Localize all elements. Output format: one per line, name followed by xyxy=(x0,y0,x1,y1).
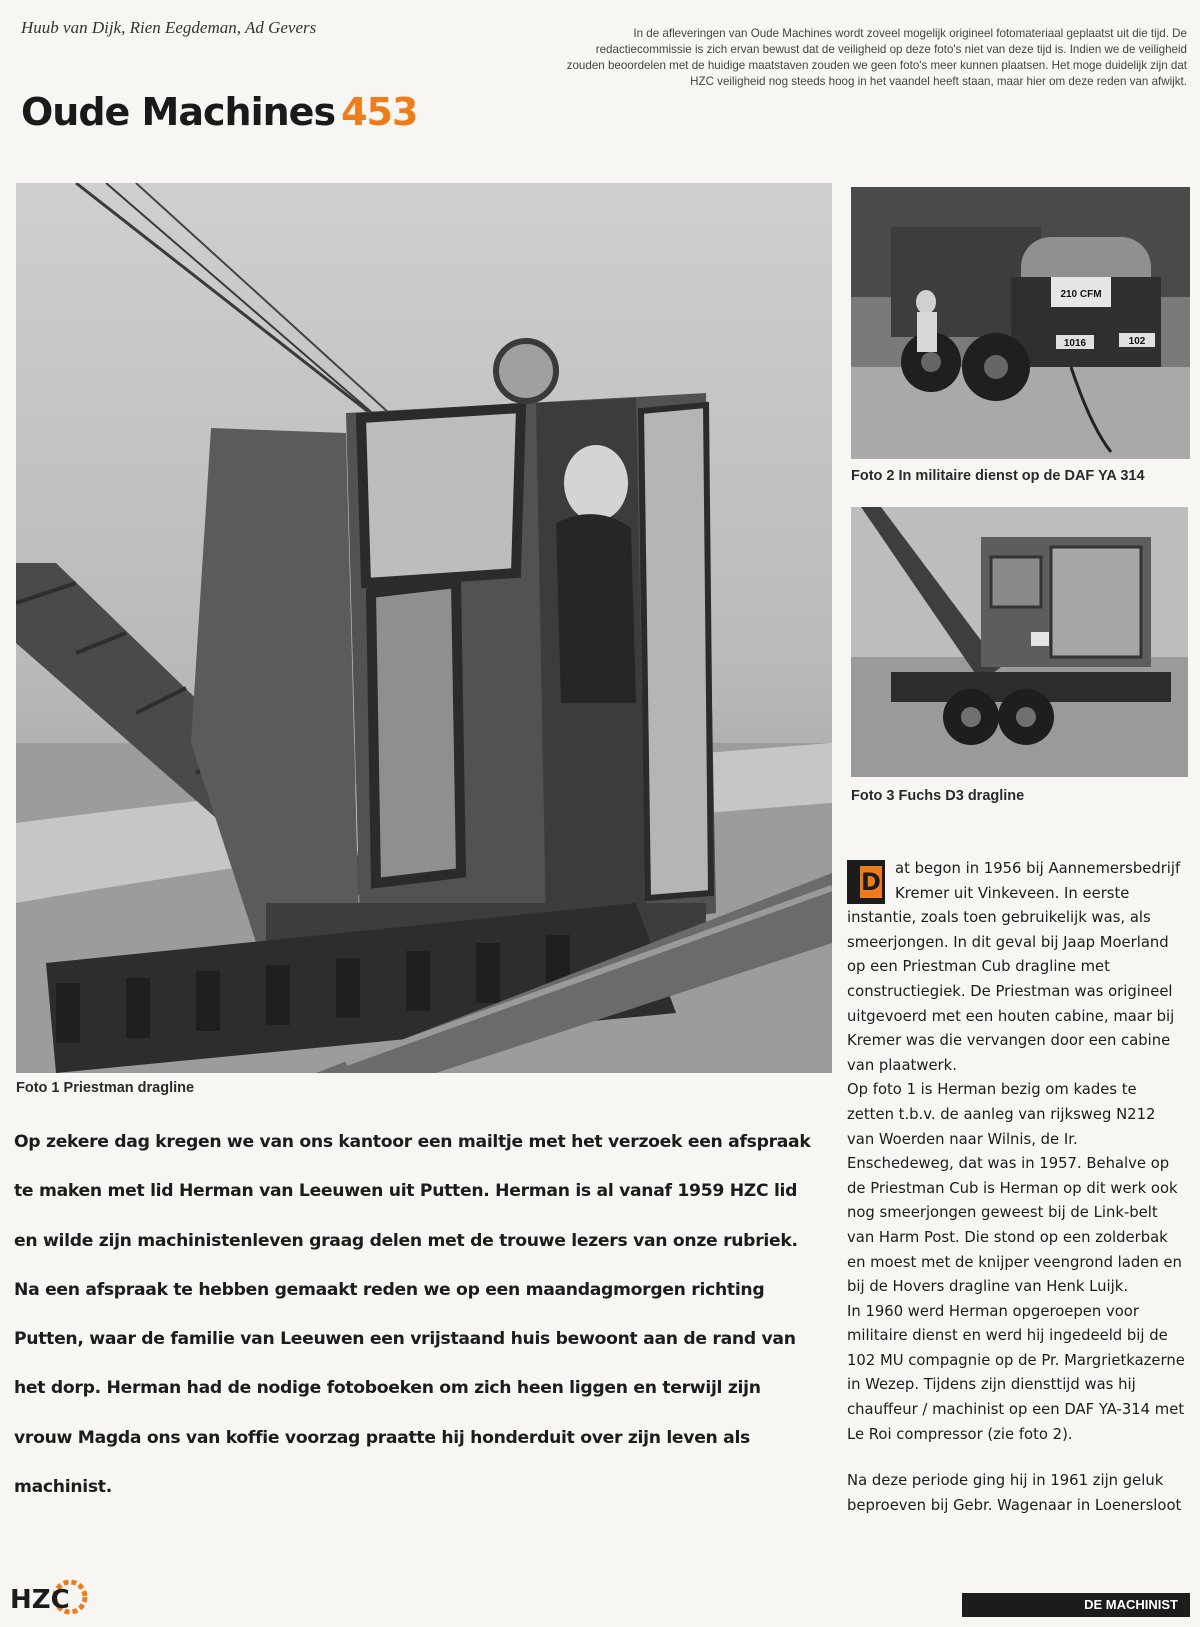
safety-disclaimer: In de afleveringen van Oude Machines wordt zoveel mogelijk origineel fotomateriaal geplaatst uit die tijd. De redactiecommissie is zich ervan bewust dat de veiligheid op deze foto's niet van deze tijd is. Indien we de veiligheid zouden beoordelen met de huidige maatstaven zouden we geen foto's meer kunnen plaatsen. Het moge duidelijk zijn dat HZC veiligheid nog steeds hoog in het vaandel heeft staan, maar hier om deze reden van afwijkt. xyxy=(566,27,1187,88)
photo-daf-illustration xyxy=(851,187,1190,459)
photo-2-plate-a: 210 CFM xyxy=(1060,289,1102,300)
hzc-logo xyxy=(8,1577,90,1617)
photo-fuchs-illustration xyxy=(851,507,1188,777)
publication-name: DE MACHINIST xyxy=(962,1593,1190,1617)
drop-cap xyxy=(847,860,885,904)
hzc-logo-graphic xyxy=(8,1577,90,1617)
page-title xyxy=(21,90,417,134)
photo-priestman-illustration xyxy=(16,183,832,1073)
article-paragraph-1 xyxy=(847,857,1187,1078)
article-paragraph-2: Op foto 1 is Herman bezig om kades te zetten t.b.v. de aanleg van rijksweg N212 van Woerden naar Wilnis, de Ir. Enschedeweg, dat was in 1957. Behalve op de Priestman Cub is Herman op dit werk ook nog smeerjongen geweest bij de Link-belt van Harm Post. Die stond op een zolderbak en moest met de knijper veengrond laden en bij de Hovers dragline van Henk Luijk. xyxy=(847,1081,1182,1296)
article-paragraph-1-text: at begon in 1956 bij Aannemersbedrijf Kremer uit Vinkeveen. In eerste instantie, zoals toen gebruikelijk was, als smeerjongen. In dit geval bij Jaap Moerland op een Priestman Cub dragline met constructiegiek. De Priestman was origineel uitgevoerd met een houten cabine, maar bij Kremer was die vervangen door een cabine van plaatwerk. xyxy=(847,860,1181,1074)
photo-priestman-dragline xyxy=(16,183,832,1073)
hzc-logo-text: HZC xyxy=(10,1585,70,1615)
photo-1-caption: Foto 1 Priestman dragline xyxy=(16,1080,195,1096)
photo-2-plate-b: 1016 xyxy=(1063,338,1087,349)
photo-3-caption: Foto 3 Fuchs D3 dragline xyxy=(851,788,1025,804)
photo-2-plate-c: 102 xyxy=(1128,336,1146,347)
title-text: Oude Machines xyxy=(21,90,336,134)
photo-daf-ya314 xyxy=(851,187,1190,459)
title-number: 453 xyxy=(341,90,418,134)
drop-cap-letter: D xyxy=(861,868,881,896)
intro-paragraph: Op zekere dag kregen we van ons kantoor een mailtje met het verzoek een afspraak te maken met lid Herman van Leeuwen uit Putten. Herman is al vanaf 1959 HZC lid en wilde zijn machinistenleven graag delen met de trouwe lezers van onze rubriek. Na een afspraak te hebben gemaakt reden we op een maandagmorgen richting Putten, waar de familie van Leeuwen een vrijstaand huis bewoont aan de rand van het dorp. Herman had de nodige fotoboeken om zich heen liggen en terwijl zijn vrouw Magda ons van koffie voorzag praatte hij honderduit over zijn leven als machinist. xyxy=(14,1132,811,1498)
photo-2-caption: Foto 2 In militaire dienst op de DAF YA 314 xyxy=(851,468,1145,484)
authors: Huub van Dijk, Rien Eegdeman, Ad Gevers xyxy=(21,18,317,37)
article-paragraph-3: In 1960 werd Herman opgeroepen voor militaire dienst en werd hij ingedeeld bij de 102 MU compagnie op de Pr. Margrietkazerne in Wezep. Tijdens zijn diensttijd was hij chauffeur / machinist op een DAF YA-314 met Le Roi compressor (zie foto 2). xyxy=(847,1302,1185,1443)
article-paragraph-4: Na deze periode ging hij in 1961 zijn geluk beproeven bij Gebr. Wagenaar in Loenersloot xyxy=(847,1472,1182,1514)
photo-fuchs-d3 xyxy=(851,507,1188,777)
article-body xyxy=(847,857,1187,1518)
